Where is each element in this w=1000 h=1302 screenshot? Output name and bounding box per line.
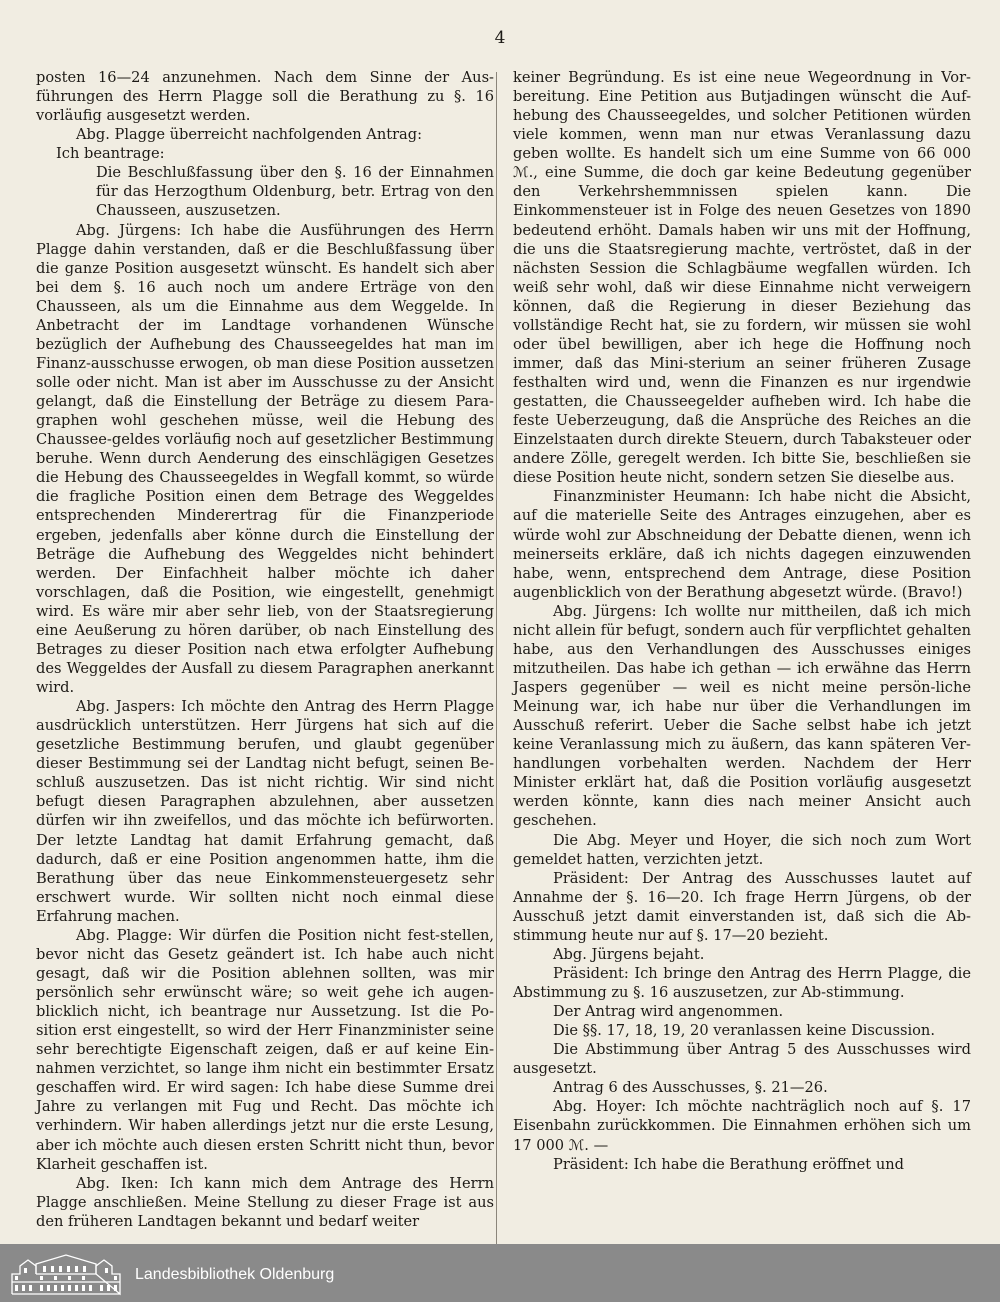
page-number: 4: [494, 28, 506, 48]
paragraph: Abg. Jürgens: Ich wollte nur mittheilen, daß ich mich nicht allein für befugt, sondern auch für verpflichtet gehalten habe, aus den Verhandlungen des Ausschusses einiges mitzutheilen. Das habe ich gethan — ich erwähne das Herrn Jaspers gegenüber — weil es nicht meine persön-liche Meinung war, ich habe nur über die Verhandlungen im Ausschuß referirt. Ueber die Sache selbst habe ich jetzt keine Veranlassung mich zu äußern, das kann späteren Ver-handlungen vorbehalten werden. Nachdem der Herr Minister erklärt hat, daß die Position vorläufig ausgesetzt werden könnte, kann dies nach meiner Ansicht auch geschehen.: [513, 602, 971, 830]
column-divider: [496, 72, 497, 1244]
paragraph: Die §§. 17, 18, 19, 20 veranlassen keine Discussion.: [553, 1022, 935, 1040]
paragraph: Präsident: Der Antrag des Ausschusses lautet auf Annahme der §. 16—20. Ich frage Herrn Jürgens, ob der Ausschuß jetzt damit einverstanden ist, daß sich die Ab-stimmung heute nur auf §. 17—20 bezieht.: [513, 869, 971, 944]
paragraph: Abg. Hoyer: Ich möchte nachträglich noch auf §. 17 Eisenbahn zurückkommen. Die Einnahmen erhöhen sich um 17 000 ℳ. —: [513, 1098, 971, 1154]
library-footer-bar: [0, 1244, 1000, 1302]
paragraph: Die Beschlußfassung über den §. 16 der Einnahmen für das Herzogthum Oldenburg, betr. Ertrag von den Chausseen, auszusetzen.: [96, 164, 494, 220]
paragraph: Die Abg. Meyer und Hoyer, die sich noch zum Wort gemeldet hatten, verzichten jetzt.: [513, 831, 971, 868]
right-column: [513, 68, 971, 1174]
paragraph: Präsident: Ich habe die Berathung eröffnet und: [553, 1155, 904, 1173]
paragraph: Die Abstimmung über Antrag 5 des Ausschusses wird ausgesetzt.: [513, 1041, 971, 1078]
paragraph: Finanzminister Heumann: Ich habe nicht die Absicht, auf die materielle Seite des Antrages einzugehen, aber es würde wohl zur Abschneidung der Debatte dienen, wenn ich meinerseits erkläre, daß ich nichts dagegen einzuwenden habe, wenn, entsprechend dem Antrage, diese Position augenblicklich von der Berathung abgesetzt würde. (Bravo!): [513, 488, 971, 601]
left-column: [36, 68, 494, 1231]
paragraph: Abg. Jürgens: Ich habe die Ausführungen des Herrn Plagge dahin verstanden, daß er die Beschlußfassung über die ganze Position ausgesetzt wünscht. Es handelt sich aber bei dem §. 16 auch noch um andere Erträge von den Chausseen, als um die Einnahme aus dem Weggelde. In Anbetracht der im Landtage vorhandenen Wünsche bezüglich der Aufhebung des Chausseegeldes hat man im Finanz-ausschusse erwogen, ob man diese Position aussetzen solle oder nicht. Man ist aber im Ausschusse zu der Ansicht gelangt, daß die Einstellung der Beträge zu diesem Para-graphen wohl geschehen müsse, weil die Hebung des Chaussee-geldes vorläufig noch auf gesetzlicher Bestimmung beruhe. Wenn durch Aenderung des einschlägigen Gesetzes die Hebung des Chausseegeldes in Wegfall kommt, so würde die fragliche Position einen dem Betrage des Weggeldes entsprechenden Minderertrag für die Finanzperiode ergeben, jedenfalls aber könne durch die Einstellung der Beträge die Aufhebung des Weggeldes nicht behindert werden. Der Einfachheit halber möchte ich daher vorschlagen, daß die Position, wie eingestellt, genehmigt wird. Es wäre mir aber sehr lieb, von der Staatsregierung eine Aeußerung zu hören darüber, ob nach Einstellung des Betrages zu dieser Position nach etwa erfolgter Aufhebung des Weggeldes der Ausfall zu diesem Paragraphen anerkannt wird.: [36, 221, 494, 696]
paragraph: Der Antrag wird angenommen.: [553, 1003, 784, 1021]
library-name: Landesbibliothek Oldenburg: [135, 1266, 335, 1283]
paragraph: Abg. Jürgens bejaht.: [553, 945, 705, 963]
paragraph: Präsident: Ich bringe den Antrag des Herrn Plagge, die Abstimmung zu §. 16 auszusetzen, zur Ab-stimmung.: [513, 964, 971, 1001]
paragraph: keiner Begründung. Es ist eine neue Wegeordnung in Vor-bereitung. Eine Petition aus Butjadingen wünscht die Auf-hebung des Chausseegeldes, und solcher Petitionen würden viele kommen, wenn man nur etwas Veranlassung dazu geben wollte. Es handelt sich um eine Summe von 66 000 ℳ., eine Summe, die doch gar keine Bedeutung gegenüber den Verkehrshemmnissen spielen kann. Die Einkommensteuer ist in Folge des neuen Gesetzes von 1890 bedeutend erhöht. Damals haben wir uns mit der Hoffnung, die uns die Staatsregierung machte, vertröstet, daß in der nächsten Session die Schlagbäume wegfallen würden. Ich weiß sehr wohl, daß wir diese Einnahme nicht verweigern können, daß die Regierung in dieser Beziehung das vollständige Recht hat, sie zu fordern, wir müssen sie wohl oder übel bewilligen, aber ich hege die Hoffnung noch immer, daß das Mini-sterium an seiner früheren Zusage festhalten wird und, wenn die Finanzen es nur irgendwie gestatten, die Chausseegelder aufheben wird. Ich habe die feste Ueberzeugung, daß die Ansprüche des Reiches an die Einzelstaaten durch direkte Steuern, durch Tabaksteuer oder andere Zölle, geregelt werden. Ich bitte Sie, beschließen sie diese Position heute nicht, sondern setzen Sie dieselbe aus.: [513, 69, 971, 487]
paragraph: Antrag 6 des Ausschusses, §. 21—26.: [553, 1079, 828, 1097]
paragraph: Ich beantrage:: [56, 145, 165, 163]
paragraph: Abg. Plagge überreicht nachfolgenden Antrag:: [76, 126, 423, 144]
paragraph: posten 16—24 anzunehmen. Nach dem Sinne der Aus-führungen des Herrn Plagge soll die Berathung zu §. 16 vorläufig ausgesetzt werden.: [36, 69, 494, 125]
library-building-icon: [10, 1252, 122, 1296]
paragraph: Abg. Iken: Ich kann mich dem Antrage des Herrn Plagge anschließen. Meine Stellung zu dieser Frage ist aus den früheren Landtagen bekannt und bedarf weiter: [36, 1174, 494, 1230]
paragraph: Abg. Plagge: Wir dürfen die Position nicht fest-stellen, bevor nicht das Gesetz geändert ist. Ich habe auch nicht gesagt, daß wir die Position ablehnen sollten, was mir persönlich sehr erwünscht wäre; so weit gehe ich augen-blicklich nicht, ich beantrage nur Aussetzung. Ist die Po-sition erst eingestellt, so wird der Herr Finanzminister seine sehr berechtigte Eigenschaft zeigen, daß er auf keine Ein-nahmen verzichtet, so lange ihm nicht ein bestimmter Ersatz geschaffen wird. Er wird sagen: Ich habe diese Summe drei Jahre zu verlangen mit Fug und Recht. Das möchte ich verhindern. Wir haben allerdings jetzt nur die erste Lesung, aber ich möchte auch diesen ersten Schritt nicht thun, bevor Klarheit geschaffen ist.: [36, 926, 494, 1173]
paragraph: Abg. Jaspers: Ich möchte den Antrag des Herrn Plagge ausdrücklich unterstützen. Herr Jürgens hat sich auf die gesetzliche Bestimmung berufen, und glaubt gegenüber dieser Bestimmung sei der Landtag nicht befugt, seinen Be-schluß auszusetzen. Das ist nicht richtig. Wir sind nicht befugt diesen Paragraphen abzulehnen, aber aussetzen dürfen wir ihn zweifellos, und das möchte ich befürworten. Der letzte Landtag hat damit Erfahrung gemacht, daß dadurch, daß er eine Position angenommen hatte, ihm die Berathung über das neue Einkommensteuergesetz sehr erschwert wurde. Wir sollten nicht noch einmal diese Erfahrung machen.: [36, 698, 494, 925]
